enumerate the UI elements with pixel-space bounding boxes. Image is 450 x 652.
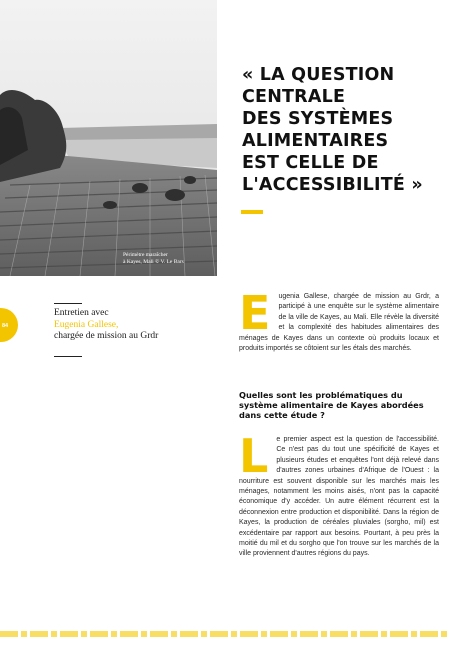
footer-stripe xyxy=(0,631,450,637)
interviewee-role: chargée de mission au Grdr xyxy=(54,331,159,341)
title-line: ALIMENTAIRES xyxy=(242,131,389,151)
interview-top-rule xyxy=(54,303,82,304)
drop-cap: L xyxy=(239,429,269,483)
title-line: « LA QUESTION xyxy=(242,65,395,85)
title-line: CENTRALE xyxy=(242,87,346,107)
article-title xyxy=(242,64,442,196)
interviewee-name: Eugenia Gallese, xyxy=(54,319,119,330)
intro-text: ugenia Gallese, chargée de mission au Grdr, a participé à une enquête sur le système alimentaire de la ville de Kayes, au Mali. Elle révèle la diversité et la complexité des habitudes alimentaires des ménages de Kayes dans un contexte où produits locaux et produits importés se côtoient sur les étals des marchés. xyxy=(239,293,439,353)
answer-paragraph xyxy=(239,429,439,560)
interview-question: Quelles sont les problématiques du système alimentaire de Kayes abordées dans cette étude ? xyxy=(239,390,424,420)
title-line: EST CELLE DE xyxy=(242,153,379,173)
intro-paragraph xyxy=(239,286,439,354)
title-line: DES SYSTÈMES xyxy=(242,109,394,129)
photo-caption xyxy=(123,252,211,266)
drop-cap: E xyxy=(239,286,271,340)
caption-line-1: Périmètre maraîcher xyxy=(123,252,168,258)
market-garden-photo xyxy=(0,0,217,276)
interview-bottom-rule xyxy=(54,356,82,357)
interview-box xyxy=(54,308,214,343)
title-accent-rule xyxy=(241,210,263,214)
photo-image xyxy=(0,0,217,276)
answer-text: e premier aspect est la question de l'accessibilité. Ce n'est pas du tout une spécificité de Kayes et plusieurs études et enquêtes l'ont déjà relevé dans d'autres zones urbaines d'Afrique de l'Ouest : la nourriture est souvent disponible sur les marchés mais les ménages, notamment les moins aisés, n'ont pas la capacité économique d'y accéder. Un autre élément récurrent est la déconnexion entre production et disponibilité. Dans la région de Kayes, la production de céréales pluviales (sorgho, mil) est excédentaire par rapport aux besoins. Pourtant, à peu près la moitié du mil et du sorgho que l'on trouve sur les marchés de la ville proviennent d'autres régions du pays. xyxy=(239,436,439,558)
caption-line-2: à Kayes, Mali © V. Le Bars xyxy=(123,259,184,265)
interview-intro: Entretien avec xyxy=(54,308,109,318)
page-number: 84 xyxy=(2,323,9,329)
title-line: L'ACCESSIBILITÉ » xyxy=(242,175,423,195)
